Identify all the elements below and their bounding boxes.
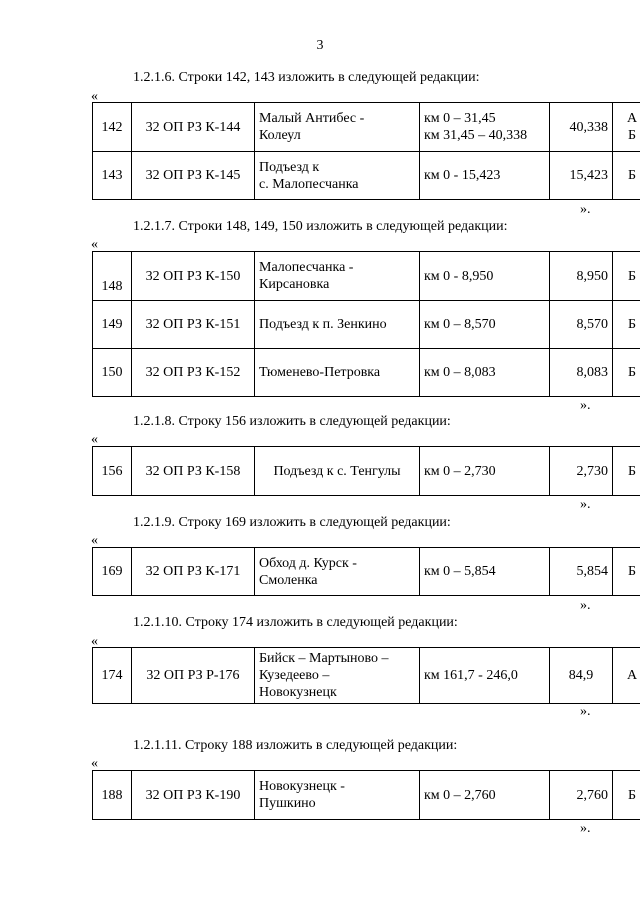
- section-heading: 1.2.1.11. Строку 188 изложить в следующей редакции:: [133, 738, 458, 753]
- section-heading: 1.2.1.10. Строку 174 изложить в следующей редакции:: [133, 615, 458, 630]
- section-heading: 1.2.1.7. Строки 148, 149, 150 изложить в следующей редакции:: [133, 219, 508, 234]
- row-number: 149: [93, 301, 132, 349]
- road-name: Новокузнецк - Пушкино: [255, 771, 420, 820]
- row-number: 150: [93, 349, 132, 397]
- open-quote: «: [91, 756, 98, 771]
- road-name: Бийск – Мартыново – Кузедеево – Новокузнецк: [255, 648, 420, 704]
- road-code: 32 ОП РЗ К-145: [132, 152, 255, 200]
- roads-table: [92, 102, 640, 200]
- road-code: 32 ОП РЗ К-152: [132, 349, 255, 397]
- table-row: [93, 548, 640, 596]
- km-range: км 161,7 - 246,0: [420, 648, 550, 704]
- roads-table: [92, 547, 640, 596]
- table-row: [93, 447, 640, 496]
- row-number: 148: [93, 252, 132, 301]
- km-range: км 0 – 5,854: [420, 548, 550, 596]
- row-number: 143: [93, 152, 132, 200]
- section-heading: 1.2.1.6. Строки 142, 143 изложить в следующей редакции:: [133, 70, 480, 85]
- roads-table: [92, 251, 640, 397]
- road-name: Подъезд к п. Зенкино: [255, 301, 420, 349]
- road-name: Подъезд к с. Тенгулы: [255, 447, 420, 496]
- table-row: [93, 771, 640, 820]
- road-name: Малый Антибес - Колеул: [255, 103, 420, 152]
- km-range: км 0 – 8,570: [420, 301, 550, 349]
- km-range: км 0 – 2,730: [420, 447, 550, 496]
- km-range: км 0 - 8,950: [420, 252, 550, 301]
- road-category: А: [613, 648, 640, 704]
- road-code: 32 ОП РЗ К-190: [132, 771, 255, 820]
- roads-table: [92, 770, 640, 820]
- road-length: 5,854: [550, 548, 613, 596]
- row-number: 174: [93, 648, 132, 704]
- open-quote: «: [91, 432, 98, 447]
- road-category: Б: [613, 771, 640, 820]
- road-category: Б: [613, 548, 640, 596]
- road-length: 8,950: [550, 252, 613, 301]
- close-quote: ».: [580, 202, 591, 217]
- road-length: 8,570: [550, 301, 613, 349]
- page-number: 3: [316, 38, 324, 53]
- road-code: 32 ОП РЗ К-151: [132, 301, 255, 349]
- road-code: 32 ОП РЗ К-158: [132, 447, 255, 496]
- road-length: 2,730: [550, 447, 613, 496]
- open-quote: «: [91, 634, 98, 649]
- section-heading: 1.2.1.9. Строку 169 изложить в следующей редакции:: [133, 515, 451, 530]
- table-row: [93, 301, 640, 349]
- table-row: [93, 103, 640, 152]
- road-length: 8,083: [550, 349, 613, 397]
- table-row: [93, 152, 640, 200]
- section-heading: 1.2.1.8. Строку 156 изложить в следующей редакции:: [133, 414, 451, 429]
- road-category: Б: [613, 152, 640, 200]
- open-quote: «: [91, 89, 98, 104]
- km-range: км 0 - 15,423: [420, 152, 550, 200]
- table-row: [93, 648, 640, 704]
- close-quote: ».: [580, 497, 591, 512]
- close-quote: ».: [580, 704, 591, 719]
- road-code: 32 ОП РЗ Р-176: [132, 648, 255, 704]
- roads-table: [92, 647, 640, 704]
- open-quote: «: [91, 533, 98, 548]
- road-length: 84,9: [550, 648, 613, 704]
- road-name: Тюменево-Петровка: [255, 349, 420, 397]
- row-number: 142: [93, 103, 132, 152]
- road-name: Малопесчанка - Кирсановка: [255, 252, 420, 301]
- road-category: Б: [613, 252, 640, 301]
- close-quote: ».: [580, 821, 591, 836]
- road-name: Обход д. Курск - Смоленка: [255, 548, 420, 596]
- km-range: км 0 – 31,45 км 31,45 – 40,338: [420, 103, 550, 152]
- road-category: Б: [613, 301, 640, 349]
- km-range: км 0 – 2,760: [420, 771, 550, 820]
- roads-table: [92, 446, 640, 496]
- table-row: [93, 349, 640, 397]
- open-quote: «: [91, 237, 98, 252]
- row-number: 188: [93, 771, 132, 820]
- row-number: 169: [93, 548, 132, 596]
- road-category: Б: [613, 349, 640, 397]
- table-row: [93, 252, 640, 301]
- road-category: А Б: [613, 103, 640, 152]
- close-quote: ».: [580, 598, 591, 613]
- km-range: км 0 – 8,083: [420, 349, 550, 397]
- road-length: 40,338: [550, 103, 613, 152]
- road-code: 32 ОП РЗ К-171: [132, 548, 255, 596]
- road-length: 15,423: [550, 152, 613, 200]
- close-quote: ».: [580, 398, 591, 413]
- road-category: Б: [613, 447, 640, 496]
- road-name: Подъезд к с. Малопесчанка: [255, 152, 420, 200]
- road-code: 32 ОП РЗ К-150: [132, 252, 255, 301]
- road-code: 32 ОП РЗ К-144: [132, 103, 255, 152]
- row-number: 156: [93, 447, 132, 496]
- road-length: 2,760: [550, 771, 613, 820]
